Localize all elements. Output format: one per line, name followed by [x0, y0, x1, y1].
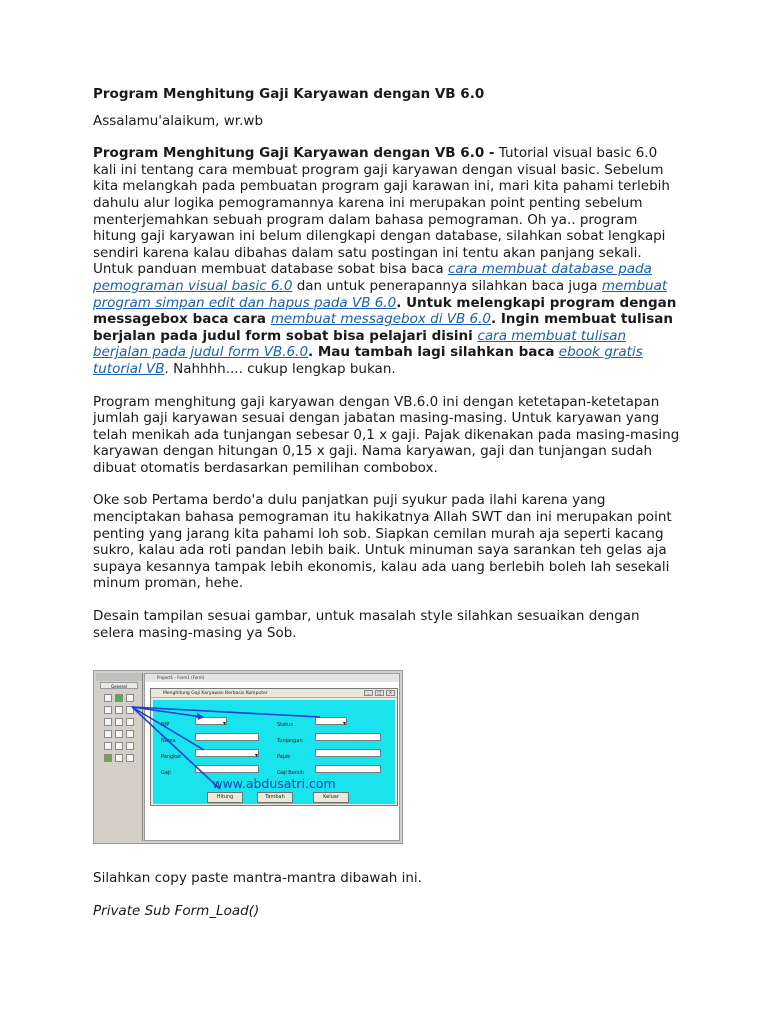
label-status: Status [277, 722, 293, 728]
label-nip: NIP [161, 722, 170, 728]
intro-text-2: dan untuk penerapannya silahkan baca juga [292, 277, 602, 294]
arrow-to-pangkat [132, 707, 204, 750]
link-messagebox[interactable]: membuat messagebox di VB 6.0 [270, 311, 491, 328]
intro-bold-baca: baca [518, 344, 555, 361]
intro-text-5: . Mau tambah lagi silahkan [308, 344, 519, 361]
arrowhead-nip [197, 713, 204, 720]
tambah-button: Tambah [257, 792, 293, 803]
watermark: www.abdusatri.com [212, 776, 336, 791]
label-pajak: Pajak [277, 754, 291, 760]
hitung-button: Hitung [207, 792, 243, 803]
arrow-to-status [132, 707, 320, 717]
annotation-arrows [94, 671, 403, 844]
keluar-button: Keluar [313, 792, 349, 803]
label-gaji: Gaji [161, 770, 171, 776]
minimize-icon: _ [364, 690, 373, 696]
arrow-to-hitung [132, 707, 220, 789]
maximize-icon: □ [375, 690, 384, 696]
link-tulisan-berjalan[interactable]: cara membuat tulisan berjalan pada judul form VB.6.0 [93, 327, 627, 361]
greeting: Assalamu'alaikum, wr.wb [93, 112, 264, 129]
close-icon: × [386, 690, 395, 696]
intro-bold-lead: Program Menghitung Gaji Karyawan dengan VB 6.0 - [93, 145, 495, 162]
intro-text-1: Tutorial visual basic 6.0 kali ini tentang cara membuat program gaji karyawan dengan visual basic. Sebelum kita melangkah pada pembuatan program gaji karawan ini, mari kita pahami terlebih dahulu alur logika pemogramannya karena ini merupakan point penting sebelum menterjemahkan sebuah program dalam bahasa pemograman. Oh ya.. program hitung gaji karyawan ini belum dilengkapi dengan database, silahkan sobat lengkapi sendiri karena kalau dibahas dalam satu postingan ini tentu akan panjang sekali. Untuk panduan membuat database sobat bisa baca [93, 145, 670, 278]
paragraph-3: Oke sob Pertama berdo'a dulu panjatkan puji syukur pada ilahi karena yang menciptakan bahasa pemograman itu hakikatnya Allah SWT dan ini merupakan point penting yang jarang kita pahami loh sob. Siapkan cemilan murah aja seperti kacang sukro, kalau ada roti pandan lebih baik. Untuk minuman saya sarankan teh gelas aja supaya kesannya tampak lebih ekonomis, kalau ada uang berlebih boleh lah sesekali minum proman, hehe. [93, 492, 672, 592]
label-gaji-bersih: Gaji Bersih [277, 770, 305, 776]
link-simpan-edit-hapus[interactable]: membuat program simpan edit dan hapus pada VB 6.0 [93, 277, 668, 311]
intro-text-3: . Untuk melengkapi program dengan messagebox baca cara [93, 294, 677, 328]
paragraph-5: Silahkan copy paste mantra-mantra dibawah ini. [93, 870, 422, 886]
link-database[interactable]: cara membuat database pada pemograman visual basic 6.0 [93, 261, 652, 294]
label-nama: Nama [161, 738, 176, 744]
code-line: Private Sub Form_Load() [93, 902, 260, 919]
paragraph-2: Program menghitung gaji karyawan dengan VB.6.0 ini dengan ketetapan-ketetapan jumlah gaji karyawan sesuai dengan jabatan masing-masing. Untuk karyawan yang telah menikah ada tunjangan sebesar 0,1 x gaji. Pajak dikenakan pada masing-masing karyawan dengan hitungan 0,15 x gaji. Nama karyawan, gaji dan tunjangan sudah dibuat otomatis berdasarkan pemilihan combobox. [93, 393, 680, 476]
label-tunjangan: Tunjangan [277, 738, 303, 744]
paragraph-4: Desain tampilan sesuai gambar, untuk masalah style silahkan sesuaikan dengan selera masing-masing ya Sob. [93, 608, 640, 641]
label-pangkat: Pangkat [161, 754, 182, 760]
link-ebook[interactable]: ebook gratis tutorial VB [93, 344, 643, 377]
page-title: Program Menghitung Gaji Karyawan dengan VB 6.0 [93, 86, 485, 102]
intro-text-6: . Nahhhh.... cukup lengkap bukan. [164, 360, 396, 377]
form-caption: Menghitung Gaji Karyawan Berbasis Komputer [151, 689, 397, 698]
footer-text [93, 870, 683, 919]
vb-form-screenshot [93, 670, 403, 844]
intro-text-4: . Ingin membuat tulisan berjalan pada judul form sobat bisa pelajari disini [93, 311, 673, 344]
intro-paragraph [93, 145, 683, 377]
toolbox-general-tab: General [100, 682, 138, 689]
ide-title: Project1 - Form1 (Form) [145, 674, 399, 682]
article [93, 86, 683, 641]
